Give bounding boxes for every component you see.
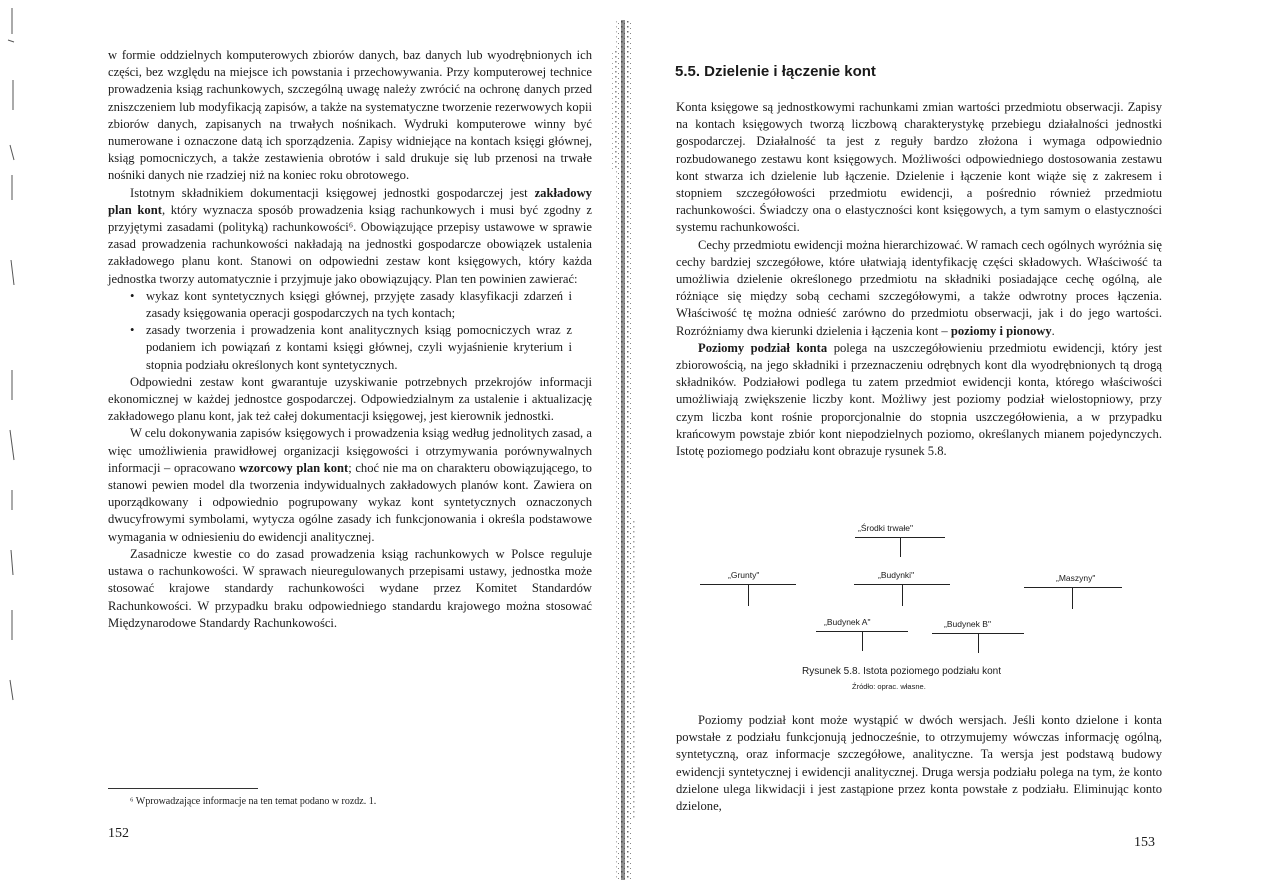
diagram-node-grunty: „Grunty" bbox=[728, 570, 760, 580]
right-text-column bbox=[676, 99, 1162, 460]
term-wzorcowy-plan-kont: wzorcowy plan kont bbox=[239, 460, 349, 475]
text-span: , który wyznacza sposób prowadzenia ksiąg rachunkowych i musi być zgodny z przyjętymi zasadami (polityką) rachunkowości⁶. Obowiązujące przepisy ustawowe w sprawie zasad prowadzenia rachunkowości nakładają na jednostki gospodarcze obowiązek ustalenia zakładowego planu kont. Stanowi on odpowiedni zestaw kont księgowych, który każda jednostka tworzy automatycznie i przyjmuje jako obowiązujący. Plan ten powinien zawierać: bbox=[108, 202, 593, 286]
paragraph-wzorcowy-plan bbox=[108, 425, 592, 545]
left-page bbox=[0, 0, 626, 893]
term-zakladowy-plan-kont: zakładowy plan kont bbox=[108, 185, 592, 217]
section-heading: 5.5. Dzielenie i łączenie kont bbox=[675, 63, 876, 80]
text-span: ; choć nie ma on charakteru obowiązującego, to stanowi pewien model dla tworzenia indywidualnych zakładowych planów kont. Zawiera on uporządkowany i odpowiednio pogrupowany wykaz kont syntetycznych oznaczonych dwucyfrowymi symbolami, wytycza ogólne zasady ich funkcjonowania i określa podstawowe wymagania w odniesieniu do ewidencji analitycznej. bbox=[108, 460, 592, 544]
list-item bbox=[130, 288, 572, 322]
paragraph: Zasadnicze kwestie co do zasad prowadzenia ksiąg rachunkowych w Polsce reguluje ustawa o rachunkowości. W sprawach nieuregulowanych przepisami ustawy, jednostka może stosować krajowe standardy rachunkowości wydane przez Komitet Standardów Rachunkowości. W przypadku braku odpowiedniego standardu krajowego można stosować Międzynarodowe Standardy Rachunkowości. bbox=[108, 546, 592, 630]
right-text-column-lower bbox=[676, 712, 1162, 815]
page-edge-marks bbox=[0, 0, 30, 893]
text-span: Cechy przedmiotu ewidencji można hierarchizować. W ramach cech ogólnych wyróżnia się cechy bardziej szczegółowe, które ułatwiają identyfikację części składowych. Właściwość ta umożliwia dzielenie określonego przedmiotu na składniki posiadające cechę ogólną, ale różniące się między sobą cechami szczegółowymi, a także odwrotny proces łączenia. Właściwość tę można odnieść zarówno do przedmiotu obserwacji, jak i do jego wartości. Rozróżniamy dwa kierunki dzielenia i łączenia kont – bbox=[676, 237, 1162, 338]
diagram-node-budynek-a: „Budynek A" bbox=[824, 617, 871, 627]
list-item bbox=[130, 322, 572, 374]
paragraph: Poziomy podział kont może wystąpić w dwóch wersjach. Jeśli konto dzielone i konta powstałe z podziału funkcjonują jednocześnie, to otrzymujemy wówczas informację ogólną, syntetyczną, oraz informacje szczegółowe, analityczne. Ta wersja jest podstawą budowy ewidencji syntetycznej i ewidencji analitycznej. Druga wersja podziału polega na tym, że konto dzielone ulega likwidacji i jest zastąpione przez konta powstałe z podziału. Eliminując konto dzielone, bbox=[676, 713, 1162, 814]
left-text-column bbox=[108, 47, 592, 632]
bullet-icon: • bbox=[130, 288, 135, 303]
footnote-divider bbox=[108, 788, 258, 789]
paragraph: w formie oddzielnych komputerowych zbiorów danych, baz danych lub wyodrębnionych ich części, bez względu na miejsce ich powstania i przechowywania. Przy komputerowej technice prowadzenia ksiąg rachunkowych, szczególną uwagę należy zwrócić na ochronę danych przed zniszczeniem lub modyfikacją zapisów, a także na systematyczne tworzenie rezerwowych kopii zbiorów danych, zapisanych na trwałych nośnikach. Wydruki komputerowe winny być numerowane i oznaczone datą ich sporządzenia. Zapisy widniejące na kontach księgi głównej, ksiąg pomocniczych, a także zestawienia obrotów i sald drukuje się lub przenosi na trwałe nośniki danych nie rzadziej niż na koniec roku obrotowego. bbox=[108, 48, 592, 183]
page-number-right: 153 bbox=[1134, 835, 1155, 850]
footnote: ⁶ Wprowadzające informacje na ten temat podano w rozdz. 1. bbox=[130, 796, 377, 807]
figure-caption: Rysunek 5.8. Istota poziomego podziału kont bbox=[802, 666, 1002, 677]
text-span: W celu dokonywania zapisów księgowych i prowadzenia ksiąg według jednolitych zasad, a więc umożliwienia prawidłowej organizacji księgowości i otrzymywania porównywalnych informacji – opracowano bbox=[108, 426, 592, 475]
diagram-node-budynki: „Budynki" bbox=[878, 570, 915, 580]
diagram-node-root: „Środki trwałe" bbox=[858, 523, 913, 533]
figure-source: Źródło: oprac. własne. bbox=[852, 682, 926, 691]
text-span: polega na uszczegółowieniu przedmiotu ewidencji, który jest zbiorowością, na jego składniki i przeznaczeniu odrębnych kont dla wyodrębnionych tą drogą składników. Podziałowi podlega tu zatem przedmiot ewidencji konta, którego właściwości umożliwiają zwiększenie liczby kont. Możliwy jest poziomy podział wielostopniowy, przy czym liczba kont rośnie proporcjonalnie do stopnia uszczegółowienia, a w przypadku krańcowym powstaje zbiór kont niepodzielnych poziomo, określanych mianem pojedynczych. Istotę poziomego podziału kont obrazuje rysunek 5.8. bbox=[676, 340, 1162, 459]
bullet-icon: • bbox=[130, 323, 135, 338]
paragraph-poziomy-podzial bbox=[676, 340, 1162, 460]
t-account-line bbox=[1072, 587, 1073, 609]
list-item-text: wykaz kont syntetycznych księgi głównej, przyjęte zasady klasyfikacji zdarzeń i zasady księgowania operacji gospodarczych na tych kontach; bbox=[146, 288, 572, 321]
t-account-line bbox=[900, 537, 901, 557]
t-account-line bbox=[902, 584, 903, 606]
text-span: Istotnym składnikiem dokumentacji księgowej jednostki gospodarczej jest bbox=[130, 185, 528, 200]
text-span: . bbox=[1051, 323, 1055, 338]
bullet-list bbox=[108, 288, 592, 374]
diagram-node-budynek-b: „Budynek B" bbox=[944, 619, 991, 629]
t-account-line bbox=[862, 631, 863, 651]
paragraph: Konta księgowe są jednostkowymi rachunkami zmian wartości przedmiotu obserwacji. Zapisy na kontach księgowych tworzą liczbową charakterystykę przebiegu działalności jednostki gospodarczej. Działalność ta jest z reguły bardzo złożona i wymaga odpowiednio rozbudowanego zestawu kont księgowych. Możliwości odpowiedniego dostosowania zestawu kont stwarza ich dzielenie lub łączenie. Dzielenie i łączenie kont wiąże się z zakresem i stopniem szczegółowości przedmiotu ewidencji, a pośrednio również przedmiotu rachunkowości. Świadczy ona o elastyczności kont księgowych, a tym samym o elastyczności systemu rachunkowości. bbox=[676, 100, 1162, 235]
diagram-node-maszyny: „Maszyny" bbox=[1056, 573, 1096, 583]
list-item-text: zasady tworzenia i prowadzenia kont analitycznych ksiąg pomocniczych wraz z podaniem ich powiązań z kontami księgi głównej, czyli wyjaśnienie kryterium i stopnia podziału określonych kont syntetycznych. bbox=[146, 323, 572, 372]
term-poziomy-podzial-konta: Poziomy podział konta bbox=[698, 340, 828, 355]
term-poziomy-pionowy: poziomy i pionowy bbox=[950, 323, 1052, 338]
account-division-diagram bbox=[626, 520, 1263, 700]
t-account-line bbox=[978, 633, 979, 653]
t-account-line bbox=[748, 584, 749, 606]
t-account-line bbox=[1024, 587, 1122, 588]
paragraph-kierunki bbox=[676, 237, 1162, 340]
page-number-left: 152 bbox=[108, 826, 129, 841]
paragraph-plan-kont bbox=[108, 185, 592, 288]
paragraph: Odpowiedni zestaw kont gwarantuje uzyskiwanie potrzebnych przekrojów informacji ekonomicznej w każdej jednostce gospodarczej. Odpowiedzialnym za ustalenie i aktualizację zakładowego planu kont, jak też całej dokumentacji księgowej, jest kierownik jednostki. bbox=[108, 374, 592, 424]
right-page bbox=[626, 0, 1263, 893]
